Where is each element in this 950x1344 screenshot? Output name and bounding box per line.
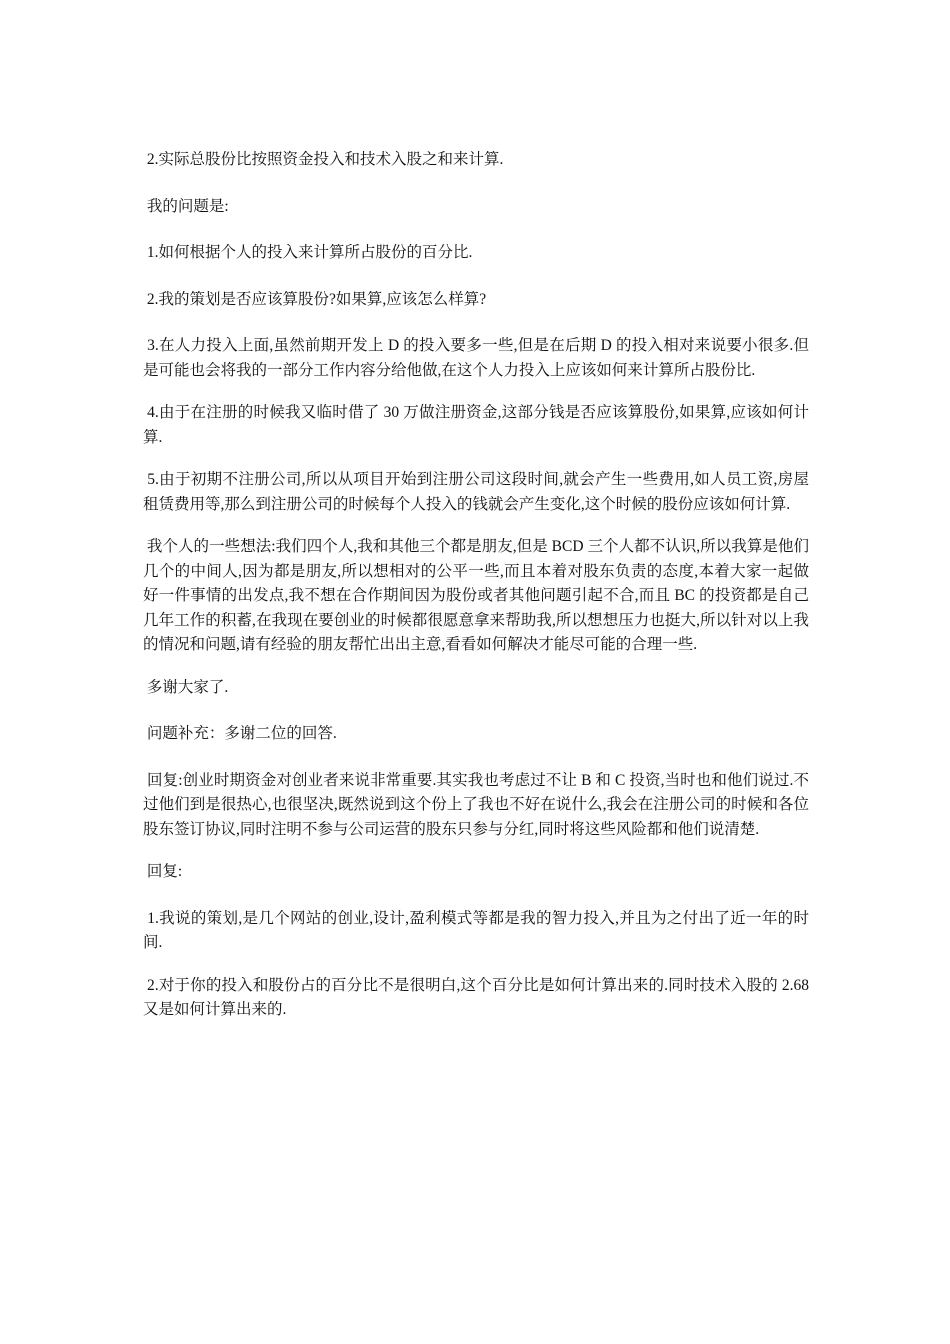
document-body xyxy=(143,148,813,1041)
paragraph-reply-funding: 回复:创业时期资金对创业者来说非常重要.其实我也考虑过不让 B 和 C 投资,当时也和他们说过.不过他们到是很热心,也很坚决,既然说到这个份上了我也不好在说什么,我会在注册公司的时候和各位股东签订协议,同时注明不参与公司运营的股东只参与分红,同时将这些风险都和他们说清楚. xyxy=(143,771,809,838)
paragraph-thanks: 多谢大家了. xyxy=(143,678,229,696)
paragraph-total-share-rule: 2.实际总股份比按照资金投入和技术入股之和来计算. xyxy=(143,151,504,168)
paragraph-my-questions-heading: 我的问题是: xyxy=(143,197,229,215)
paragraph-question-supplement: 问题补充：多谢二位的回答. xyxy=(143,725,337,742)
paragraph-question-2: 2.我的策划是否应该算股份?如果算,应该怎么样算? xyxy=(143,290,487,308)
paragraph-reply-1: 1.我说的策划,是几个网站的创业,设计,盈利模式等都是我的智力投入,并且为之付出了近一年的时间. xyxy=(143,909,809,951)
paragraph-reply-heading: 回复: xyxy=(143,863,183,880)
paragraph-question-4: 4.由于在注册的时候我又临时借了 30 万做注册资金,这部分钱是否应该算股份,如果算,应该如何计算. xyxy=(143,404,809,446)
paragraph-question-1: 1.如何根据个人的投入来计算所占股份的百分比. xyxy=(143,244,473,261)
paragraph-personal-thoughts: 我个人的一些想法:我们四个人,我和其他三个都是朋友,但是 BCD 三个人都不认识,所以我算是他们几个的中间人,因为都是朋友,所以想相对的公平一些,而且本着对股东负责的态度,本着大家一起做好一件事情的出发点,我不想在合作期间因为股份或者其他问题引起不合,而且 BC 的投资都是自己几年工作的积蓄,在我现在要创业的时候都很愿意拿来帮助我,所以想想压力也挺大,所以针对以上我的情况和问题,请有经验的朋友帮忙出出主意,看看如何解决才能尽可能的合理一些. xyxy=(143,538,809,653)
paragraph-reply-2: 2.对于你的投入和股份占的百分比不是很明白,这个百分比是如何计算出来的.同时技术入股的 2.68 又是如何计算出来的. xyxy=(143,976,813,1018)
paragraph-question-5: 5.由于初期不注册公司,所以从项目开始到注册公司这段时间,就会产生一些费用,如人员工资,房屋租赁费用等,那么到注册公司的时候每个人投入的钱就会产生变化,这个时候的股份应该如何计算. xyxy=(143,471,809,513)
paragraph-question-3: 3.在人力投入上面,虽然前期开发上 D 的投入要多一些,但是在后期 D 的投入相对来说要小很多.但是可能也会将我的一部分工作内容分给他做,在这个人力投入上应该如何来计算所占股份比. xyxy=(143,337,810,379)
